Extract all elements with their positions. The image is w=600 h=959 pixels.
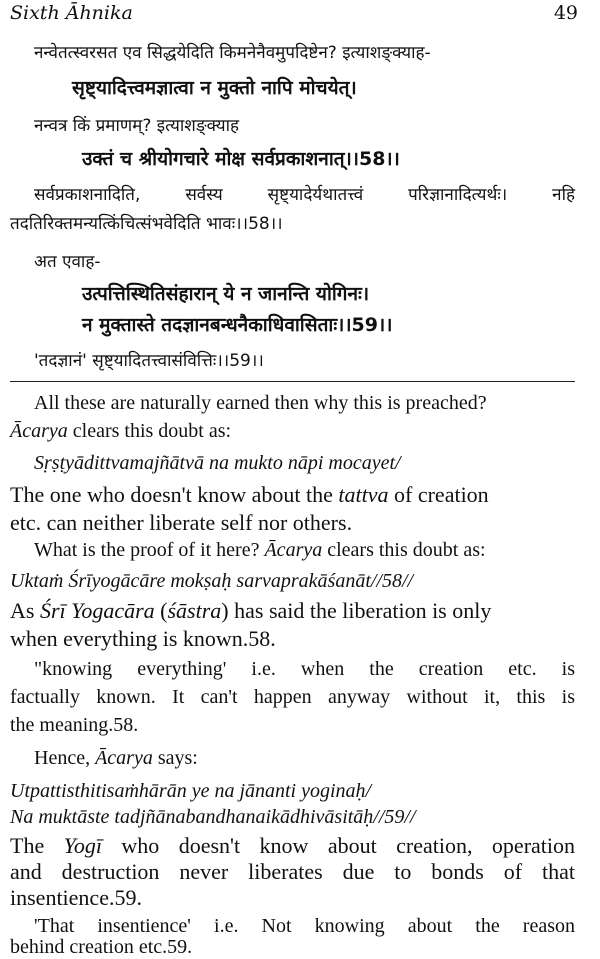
sanskrit-verse: उक्तं च श्रीयोगचारे मोक्ष सर्वप्रकाशनात्।।58।।: [82, 148, 400, 170]
sanskrit-commentary: 'तदज्ञानं' सृष्ट्यादितत्त्वासंवित्तिः।।59।।: [34, 351, 264, 371]
term: Ācarya: [264, 539, 323, 561]
term: Śrī Yogacāra: [39, 598, 155, 623]
term: tattva: [338, 482, 389, 507]
translation-line: and destruction never liberates due to bonds of that: [10, 859, 575, 884]
translation-line: As Śrī Yogacāra (śāstra) has said the liberation is only: [10, 598, 492, 623]
paragraph-line: Hence, Ācarya says:: [34, 747, 198, 769]
term: Ācarya: [10, 420, 68, 442]
sanskrit-commentary: तदतिरिक्तमन्यत्किंचित्संभवेदिति भावः।।58।।: [10, 214, 283, 234]
paragraph-line: All these are naturally earned then why this is preached?: [34, 392, 487, 414]
sanskrit-intro: नन्वेतत्स्वरसत एव सिद्धयेदिति किमनेनैवमुपदिष्टेन? इत्याशङ्क्याह-: [34, 43, 431, 63]
transliteration: Sṛṣṭyādittvamajñātvā na mukto nāpi mocayet/: [34, 452, 401, 474]
commentary-line: behind creation etc.59.: [10, 936, 193, 958]
sanskrit-verse: सृष्ट्यादित्त्वमज्ञात्वा न मुक्तो नापि मोचयेत्।: [72, 77, 357, 99]
translation-line: when everything is known.58.: [10, 626, 276, 651]
paragraph-line: Ācarya clears this doubt as:: [10, 420, 232, 442]
sanskrit-question: नन्वत्र किं प्रमाणम्? इत्याशङ्क्याह: [34, 116, 240, 136]
term: Yogī: [63, 833, 102, 858]
translation-line: etc. can neither liberate self nor others.: [10, 510, 353, 535]
term: Ācarya: [95, 747, 153, 769]
running-title: Sixth Āhnika: [10, 2, 133, 24]
commentary-line: factually known. It can't happen anyway without it, this is: [10, 686, 575, 708]
sanskrit-verse: उत्पत्तिस्थितिसंहारान् ये न जानन्ति योगिनः।: [82, 283, 370, 305]
page-number: 49: [553, 2, 578, 24]
translation-line: The Yogī who doesn't know about creation, operation: [10, 833, 576, 858]
sanskrit-commentary: सर्वप्रकाशनादिति, सर्वस्य सृष्ट्यादेर्यथातत्त्वं परिज्ञानादित्यर्थः। नहि: [34, 185, 575, 205]
sanskrit-intro: अत एवाह-: [34, 252, 101, 272]
sanskrit-verse: न मुक्तास्ते तदज्ञानबन्धनैकाधिवासिताः।।59।।: [82, 314, 393, 336]
translation-line: The one who doesn't know about the tattva of creation: [10, 482, 489, 507]
commentary-line: "knowing everything' i.e. when the creation etc. is: [34, 658, 575, 680]
commentary-line: 'That insentience' i.e. Not knowing about the reason: [34, 915, 575, 937]
transliteration: Uktaṁ Śrīyogācāre mokṣaḥ sarvaprakāśanāt//58//: [10, 570, 414, 592]
commentary-line: the meaning.58.: [10, 714, 139, 736]
paragraph-line: What is the proof of it here? Ācarya clears this doubt as:: [34, 539, 486, 561]
transliteration: Utpattisthitisaṁhārān ye na jānanti yoginaḥ/: [10, 780, 372, 802]
translation-line: insentience.59.: [10, 885, 142, 910]
term: śāstra: [167, 598, 222, 623]
page-header: [10, 2, 578, 26]
transliteration: Na muktāste tadjñānabandhanaikādhivāsitāḥ//59//: [10, 806, 416, 828]
section-divider: [10, 381, 575, 382]
